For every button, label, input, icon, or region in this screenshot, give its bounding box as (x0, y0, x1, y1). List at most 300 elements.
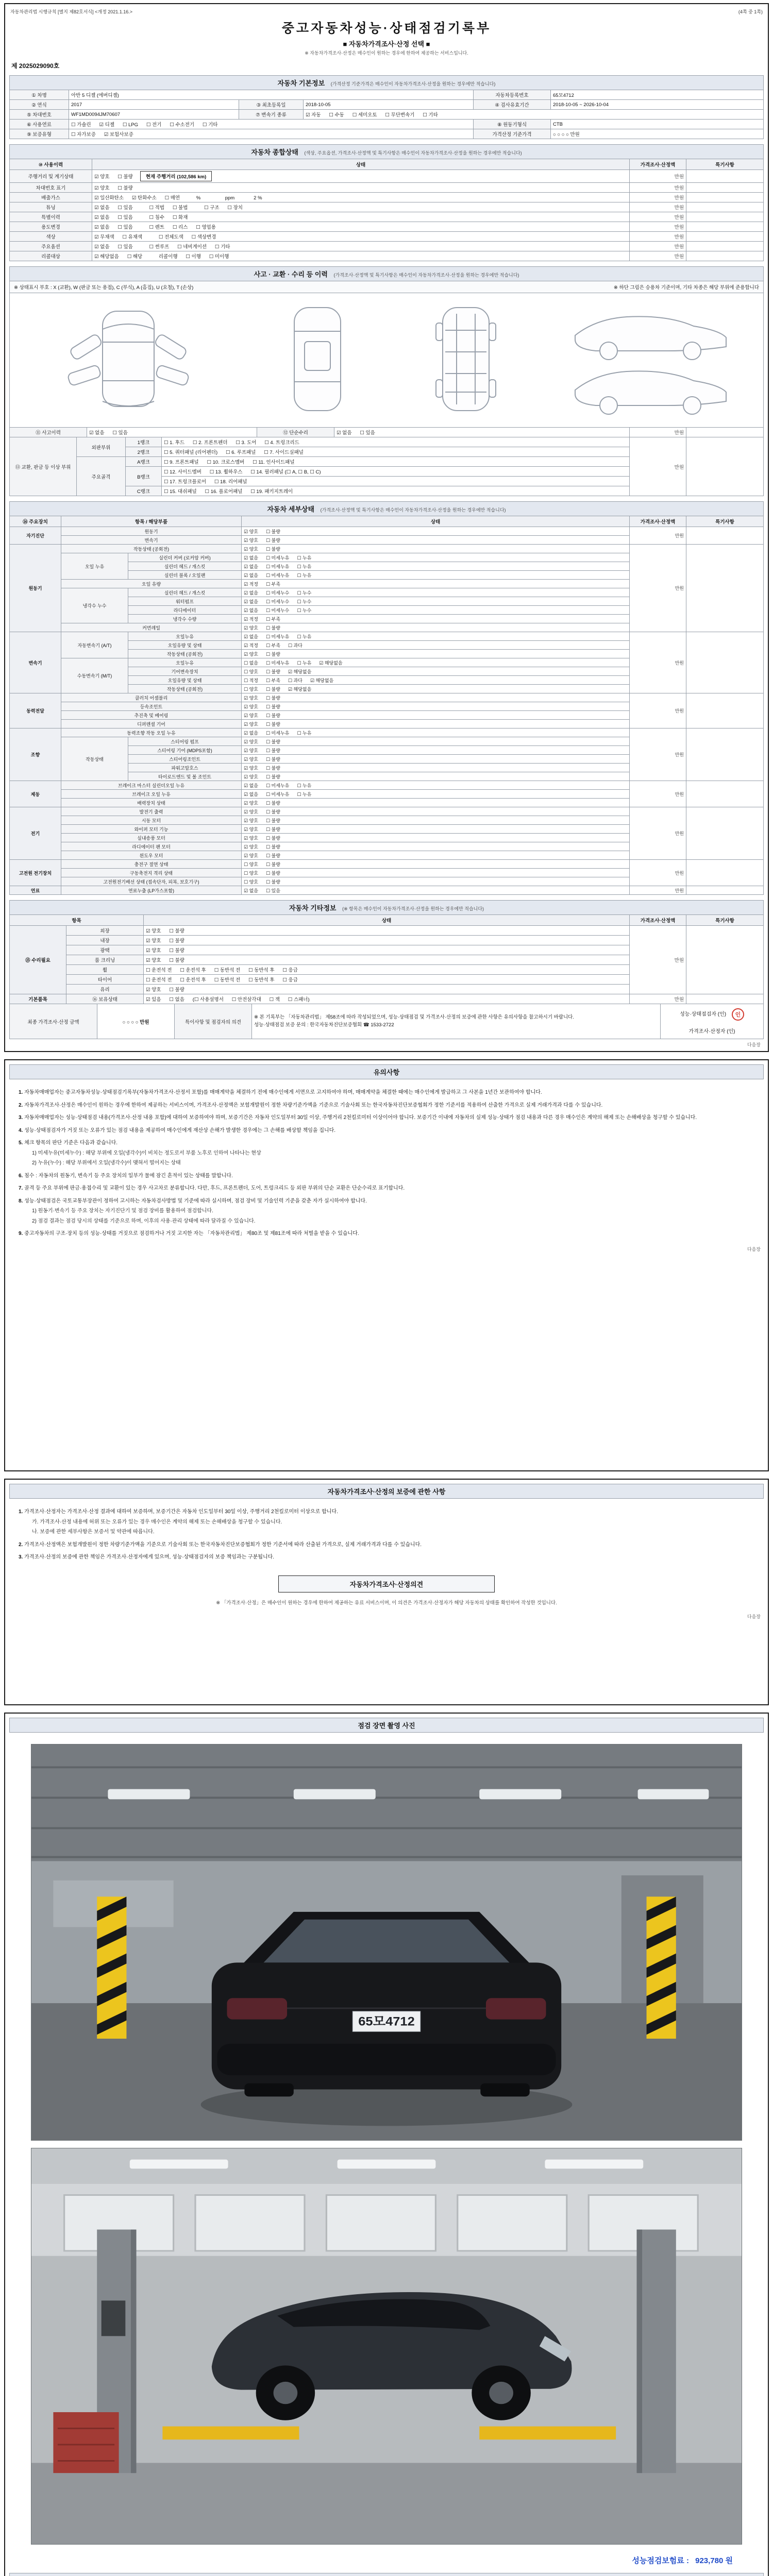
notice-list (9, 1079, 764, 1244)
device-group-label: 전기 (10, 807, 61, 860)
note-cell[interactable] (686, 886, 764, 895)
main-form-block (4, 3, 769, 1052)
year-label: ② 연식 (10, 100, 69, 110)
document-title: 중고자동차성능·상태점검기록부 (281, 21, 492, 36)
other-group-label: 기본품목 (10, 994, 66, 1004)
item-label: 커먼레일 (61, 623, 242, 632)
item-label: 냉각수 수량 (128, 615, 242, 623)
item-label: 실린더 헤드 / 개스킷 (128, 562, 242, 571)
state-checkboxes[interactable] (92, 170, 630, 183)
checkbox-group: ☑ 양호 ☐ 불량 (94, 185, 133, 191)
state-symbol-legend (9, 281, 764, 293)
comprehensive-row (10, 222, 764, 232)
notice-subitem: 나. 보증에 관한 세부사항은 보증서 및 약관에 따릅니다. (32, 1529, 155, 1535)
checkbox-group: ☑ 없음 ☐ 있음 ☐ 침수 ☐ 화재 (94, 215, 188, 221)
detail-row (10, 545, 764, 553)
notice-item (19, 1507, 754, 1517)
inspection-fee-label: 성능점검보험료 : (632, 2556, 689, 2565)
usage-item-label: 튜닝 (10, 202, 92, 212)
rank1-items[interactable]: ☐ 1. 후드 ☐ 2. 프론트펜더 ☐ 3. 도어 ☐ 4. 트렁크리드 (162, 437, 630, 447)
detail-header-item: 항목 / 해당부품 (61, 516, 242, 527)
note-cell[interactable] (686, 232, 764, 242)
note-cell[interactable] (686, 860, 764, 886)
car-diagram-sides (562, 298, 737, 422)
state-checkboxes[interactable]: ☑ 양호 ☐ 불량 (144, 955, 630, 965)
state-checkboxes[interactable]: ☐ 양호 ☐ 불량 (242, 877, 630, 886)
comprehensive-header-state: 상태 (92, 159, 630, 170)
notice-item (19, 1229, 754, 1239)
base-price-value[interactable]: ○ ○ ○ ○ 만원 (551, 129, 764, 139)
rankC-label: C랭크 (126, 486, 162, 496)
opinion-line-1: ※ 본 기록부는 「자동차관리법」 제58조에 따라 작성되었으며, 성능·상태점검 및 가격조사·산정의 보증에 관한 사항은 유의사항을 참고하시기 바랍니다. (254, 1014, 574, 1021)
state-checkboxes[interactable]: ☑ 양호 ☐ 불량 (242, 772, 630, 781)
price-cell[interactable]: 만원 (630, 545, 686, 632)
price-cell[interactable]: 만원 (630, 183, 686, 193)
state-checkboxes[interactable]: ☑ 양호 ☐ 불량 (242, 799, 630, 807)
vin-label: ⑤ 차대번호 (10, 110, 69, 120)
state-checkboxes[interactable]: ☑ 양호 ☐ 불량 (242, 825, 630, 834)
price-cell[interactable]: 만원 (630, 781, 686, 807)
state-checkboxes[interactable]: ☑ 양호 ☐ 불량 (242, 545, 630, 553)
section-comprehensive-title: 자동차 종합상태 (251, 148, 298, 156)
note-cell[interactable] (686, 170, 764, 183)
notice-subitem: 2) 누유(누수) : 해당 부위에서 오일(냉각수)이 맺혀서 떨어지는 상태 (32, 1160, 181, 1166)
state-checkboxes[interactable]: ☑ 양호 ☐ 불량 (242, 711, 630, 720)
state-checkboxes[interactable]: ☑ 양호 ☐ 불량 (242, 702, 630, 711)
price-cell[interactable]: 만원 (630, 860, 686, 886)
exchange-note-cell[interactable] (686, 437, 764, 496)
note-cell[interactable] (686, 527, 764, 545)
top-notes (9, 7, 764, 15)
price-cell[interactable]: 만원 (630, 242, 686, 251)
state-checkboxes[interactable]: ☑ 양호 ☐ 불량 (242, 746, 630, 755)
document-subnote: ※ 자동차가격조사·산정은 매수인이 원하는 경우에 한하여 제공하는 서비스입니다. (305, 50, 468, 56)
section-accident (9, 266, 764, 281)
other-group-label: ⑮ 수리필요 (10, 926, 66, 994)
note-cell[interactable] (686, 251, 764, 261)
price-cell[interactable]: 만원 (630, 728, 686, 781)
fuel-checkboxes[interactable]: ☐ 가솔린 ☑ 디젤 ☐ LPG ☐ 전기 ☐ 수소전기 ☐ 기타 (69, 120, 474, 129)
inspection-photo-rear (31, 1744, 742, 2141)
car-diagram-exploded (36, 298, 221, 422)
item-label: 스티어링 펌프 (128, 737, 242, 746)
price-cell[interactable]: 만원 (630, 994, 686, 1004)
item-label: 등속조인트 (61, 702, 242, 711)
document-number: 제 2025029090호 (11, 62, 60, 70)
state-checkboxes[interactable] (92, 183, 630, 193)
checkbox-group: ☑ 해당없음 ☐ 해당 리콜이행 ☐ 이행 ☐ 미이행 (94, 254, 229, 260)
state-checkboxes[interactable]: ☑ 없음 ☐ 미세누유 ☐ 누유 (242, 790, 630, 799)
price-cell[interactable]: 만원 (630, 170, 686, 183)
note-cell[interactable] (686, 193, 764, 202)
photos-wrap (9, 1733, 764, 2549)
item-mid-label: 자동변속기 (A/T) (61, 632, 128, 658)
section-accident-title: 사고 · 교환 · 수리 등 이력 (254, 270, 328, 278)
price-cell[interactable]: 만원 (630, 232, 686, 242)
comprehensive-table (9, 159, 764, 261)
comprehensive-row (10, 193, 764, 202)
price-cell[interactable]: 만원 (630, 212, 686, 222)
item-label: 동력조향 작동 오일 누유 (61, 728, 242, 737)
notice-text: 중고자동차의 구조·장치 등의 성능·상태를 거짓으로 점검하거나 거짓 고지한 자는 「자동차관리법」 제80조 및 제81조에 따라 처벌을 받을 수 있습니다. (24, 1231, 359, 1236)
section-warranty-title: 자동차가격조사·산정의 보증에 관한 사항 (327, 1488, 446, 1496)
state-checkboxes[interactable]: ☑ 적정 ☐ 부족 ☐ 과다 (242, 641, 630, 650)
other-row (10, 926, 764, 936)
state-checkboxes[interactable]: ☑ 양호 ☐ 불량 (144, 936, 630, 945)
price-cell[interactable]: 만원 (630, 926, 686, 994)
inspection-fee-value: 923,780 원 (695, 2556, 733, 2565)
checkbox-group: ☑ 무채색 ☐ 유채색 ☐ 전체도색 ☐ 색상변경 (94, 234, 216, 240)
item-label: 작동상태 (공회전) (128, 685, 242, 693)
car-name-value[interactable]: 아반 5 디젤 (에버디젤) (69, 90, 474, 100)
engine-type-value[interactable]: CTB (551, 120, 764, 129)
section-other (9, 900, 764, 915)
state-checkboxes[interactable]: ☑ 양호 ☐ 불량 (242, 527, 630, 536)
state-checkboxes[interactable]: ☑ 적정 ☐ 부족 (242, 615, 630, 623)
car-damage-diagrams (9, 293, 764, 428)
odometer-box: 현재 주행거리 (102,586 km) (140, 171, 212, 181)
state-checkboxes[interactable]: ☐ 양호 ☐ 불량 ☑ 해당없음 (242, 667, 630, 676)
outer-panel-label: 외판부위 (77, 437, 126, 457)
state-checkboxes[interactable]: ☑ 없음 ☐ 미세누유 ☐ 누유 (242, 632, 630, 641)
item-label: 변속기 (61, 536, 242, 545)
item-label: 오일유량 및 상태 (128, 676, 242, 685)
other-row (10, 994, 764, 1004)
license-plate-text: 65모4712 (358, 2015, 415, 2029)
section-accident-note: (가격조사·산정액 및 특기사항은 매수인이 자동차가격조사·산정을 원하는 경우에만 적습니다) (333, 273, 519, 278)
price-cell[interactable]: 만원 (630, 632, 686, 693)
price-assessor-label: 가격조사·산정자 (인) (688, 1029, 735, 1035)
state-checkboxes[interactable]: ☑ 없음 ☐ 있음 (242, 886, 630, 895)
detail-body (10, 527, 764, 895)
reg-no-value[interactable]: 65모4712 (551, 90, 764, 100)
warranty-block (4, 1479, 769, 1705)
price-cell[interactable]: 만원 (630, 886, 686, 895)
section-detail-title: 자동차 세부상태 (267, 505, 315, 513)
exchange-price-cell[interactable]: 만원 (630, 437, 686, 496)
notice-item (19, 1126, 754, 1136)
state-checkboxes[interactable]: ☑ 양호 ☐ 불량 (242, 720, 630, 728)
rankB-items-1[interactable]: ☐ 12. 사이드멤버 ☐ 13. 휠하우스 ☐ 14. 필러패널 (☐ A, ☐ B, ☐ C) (162, 467, 630, 477)
item-label: 시동 모터 (61, 816, 242, 825)
usage-item-label: 리콜대상 (10, 251, 92, 261)
state-checkboxes[interactable]: ☑ 양호 ☐ 불량 (242, 755, 630, 764)
comprehensive-row (10, 183, 764, 193)
price-cell[interactable]: 만원 (630, 202, 686, 212)
state-checkboxes[interactable] (92, 193, 630, 202)
state-checkboxes[interactable]: ☑ 있음 ☐ 없음 (☐ 사용설명서 ☐ 안전삼각대 ☐ 잭 ☐ 스패너) (144, 994, 630, 1004)
state-checkboxes[interactable] (92, 242, 630, 251)
comprehensive-header-price: 가격조사·산정액 (630, 159, 686, 170)
photos-block (4, 1713, 769, 2576)
checkbox-group: ☑ 없음 ☐ 있음 ☐ 렌트 ☐ 리스 ☐ 영업용 (94, 225, 216, 230)
section-notices-title: 유의사항 (373, 1069, 400, 1076)
notice-subitem: 가. 가격조사·산정 내용에 허위 또는 오류가 있는 경우 매수인은 계약의 해제 또는 손해배상을 청구할 수 있습니다. (32, 1519, 282, 1525)
state-checkboxes[interactable]: ☐ 양호 ☐ 불량 (242, 860, 630, 869)
section-comprehensive (9, 144, 764, 159)
state-checkboxes[interactable] (92, 251, 630, 261)
note-cell[interactable] (686, 807, 764, 860)
detail-row (10, 527, 764, 536)
state-checkboxes[interactable]: ☑ 양호 ☐ 불량 (242, 693, 630, 702)
state-extra-blanks: % ppm 2 % (180, 195, 262, 201)
item-label: 와이퍼 모터 기능 (61, 825, 242, 834)
item-label: 오일누유 (128, 658, 242, 667)
other-header-note: 특기사항 (686, 915, 764, 926)
usage-item-label: 차대번호 표기 (10, 183, 92, 193)
notice-text: 성능·상태점검자가 거짓 또는 오류가 있는 점검 내용을 제공하여 매수인에게 재산상 손해가 발생한 경우에는 그 손해를 배상할 책임을 집니다. (24, 1127, 336, 1133)
item-label: 발전기 출력 (61, 807, 242, 816)
state-checkboxes[interactable]: ☑ 없음 ☐ 미세누유 ☐ 누유 (242, 553, 630, 562)
state-checkboxes[interactable]: ☑ 양호 ☐ 불량 (144, 985, 630, 994)
state-checkboxes[interactable]: ☑ 없음 ☐ 미세누수 ☐ 누수 (242, 606, 630, 615)
item-label: 유리 (66, 985, 144, 994)
other-header-price: 가격조사·산정액 (630, 915, 686, 926)
notice-number: 5. (19, 1140, 25, 1146)
state-checkboxes[interactable]: ☐ 양호 ☐ 불량 ☑ 해당없음 (242, 685, 630, 693)
item-label: ⑯ 보유상태 (66, 994, 144, 1004)
transmission-checkboxes[interactable]: ☑ 자동 ☐ 수동 ☐ 세미오토 ☐ 무단변속기 ☐ 기타 (304, 110, 764, 120)
notice-subitem: 1) 원동기·변속기 등 주요 장치는 자기진단기 및 점검 장비를 활용하여 점검합니다. (32, 1208, 213, 1214)
rankC-items[interactable]: ☐ 15. 대쉬패널 ☐ 16. 플로어패널 ☐ 19. 패키지트레이 (162, 486, 630, 496)
state-checkboxes[interactable]: ☑ 양호 ☐ 불량 (242, 623, 630, 632)
state-checkboxes[interactable] (92, 202, 630, 212)
state-checkboxes[interactable]: ☑ 양호 ☐ 불량 (242, 807, 630, 816)
note-cell[interactable] (686, 994, 764, 1004)
inspection-value[interactable]: 2018-10-05 ~ 2026-10-04 (551, 100, 764, 110)
note-cell[interactable] (686, 926, 764, 994)
state-checkboxes[interactable]: ☑ 양호 ☐ 불량 (144, 945, 630, 955)
transmission-label: ⑦ 변속기 종류 (239, 110, 304, 120)
state-checkboxes[interactable]: ☑ 없음 ☐ 미세누수 ☐ 누수 (242, 588, 630, 597)
device-group-label: 자기진단 (10, 527, 61, 545)
inspector-opinion-label: 특이사항 및 점검자의 의견 (175, 1004, 252, 1039)
notices-block (4, 1059, 769, 1471)
state-checkboxes[interactable]: ☑ 없음 ☐ 미세누유 ☐ 누유 (242, 728, 630, 737)
price-cell[interactable]: 만원 (630, 693, 686, 728)
other-header-item: 항목 (10, 915, 144, 926)
notice-text: 자동차매매업자는 중고자동차성능·상태점검기록부(자동차가격조사·산정서 포함)를 매매계약을 체결하기 전에 매수인에게 서면으로 고지하여야 하며, 매매계약을 체결한 때에는 매수인에게 발급하고 그 사본을 1년간 보관하여야 합니다. (24, 1090, 542, 1095)
comprehensive-row (10, 232, 764, 242)
comprehensive-row (10, 251, 764, 261)
simple-repair-state[interactable]: ☑ 없음 ☐ 있음 (334, 428, 630, 437)
state-checkboxes[interactable]: ☐ 없음 ☐ 미세누유 ☐ 누유 ☑ 해당없음 (242, 658, 630, 667)
device-group-label: 변속기 (10, 632, 61, 693)
note-cell[interactable] (686, 183, 764, 193)
note-cell[interactable] (686, 212, 764, 222)
state-checkboxes[interactable]: ☐ 적정 ☐ 부족 ☐ 과다 ☑ 해당없음 (242, 676, 630, 685)
price-cell[interactable]: 만원 (630, 222, 686, 232)
inspection-fee-line (9, 2549, 764, 2568)
legend-note: ※ 하단 그림은 승용차 기준이며, 기타 차종은 해당 부위에 준용합니다 (613, 285, 759, 291)
page-note: (4쪽 중 1쪽) (738, 9, 763, 14)
note-cell[interactable] (686, 202, 764, 212)
notice-item (19, 1172, 754, 1181)
notice-subitem: 1) 미세누유(미세누수) : 해당 부위에 오일(냉각수)이 비치는 정도로서 부품 노후로 인하여 나타나는 현상 (32, 1150, 261, 1156)
notice-text: 자동차가격조사·산정은 매수인이 원하는 경우에 한하여 제공하는 서비스이며, 가격조사·산정액은 보험개발원이 정한 차량기준가액을 기준으로 기술사회 또는 한국자동차진단보증협회가 정한 기준서를 적용하여 산출한 가격으로 실제 거래가격과 다를 수 있습니다. (24, 1102, 603, 1108)
usage-item-label: 색상 (10, 232, 92, 242)
state-checkboxes[interactable]: ☑ 양호 ☐ 불량 (242, 834, 630, 842)
price-cell[interactable]: 만원 (630, 807, 686, 860)
notice-text: 침수 : 자동차의 원동기, 변속기 등 주요 장치의 일부가 물에 잠긴 흔적이 있는 상태를 말합니다. (24, 1173, 233, 1179)
final-price-value[interactable]: ○ ○ ○ ○ 만원 (97, 1004, 175, 1039)
item-label: 추진축 및 베어링 (61, 711, 242, 720)
section-detail (9, 501, 764, 516)
rankB-items-2[interactable]: ☐ 17. 트렁크플로어 ☐ 18. 리어패널 (162, 477, 630, 486)
comprehensive-header-usage: ⑩ 사용이력 (10, 159, 92, 170)
state-checkboxes[interactable]: ☑ 적정 ☐ 부족 (242, 580, 630, 588)
section-comprehensive-note: (색상, 주요옵션, 가격조사·산정액 및 특기사항은 매수인이 자동차가격조사·산정을 원하는 경우에만 적습니다) (304, 150, 522, 156)
section-warranty (9, 1484, 764, 1499)
notice-text: 체크 항목의 판단 기준은 다음과 같습니다. (24, 1140, 118, 1146)
inspection-label: ④ 검사유효기간 (474, 100, 551, 110)
notice-item (19, 1553, 754, 1562)
accident-note-cell[interactable] (686, 428, 764, 437)
state-checkboxes[interactable] (92, 222, 630, 232)
item-label: 룸 크리닝 (66, 955, 144, 965)
item-label: 고전원전기배선 상태 (접속단자, 피복, 보호기구) (61, 877, 242, 886)
device-group-label: 제동 (10, 781, 61, 807)
state-checkboxes[interactable]: ☐ 운전석 전 ☐ 운전석 후 ☐ 동반석 전 ☐ 동반석 후 ☐ 응급 (144, 965, 630, 975)
price-assessment-opinion-box: 자동차가격조사·산정의견 (278, 1575, 495, 1592)
item-label: 실내송풍 모터 (61, 834, 242, 842)
section-detail-note: (가격조사·산정액 및 특기사항은 매수인이 자동차가격조사·산정을 원하는 경우에만 적습니다) (320, 507, 506, 513)
notice-subitem: 2) 점검 결과는 점검 당시의 상태를 기준으로 하며, 이후의 사용·관리 상태에 따라 달라질 수 있습니다. (32, 1218, 256, 1224)
note-cell[interactable] (686, 728, 764, 781)
state-checkboxes[interactable] (92, 212, 630, 222)
item-label: 클러치 어셈블리 (61, 693, 242, 702)
performance-inspector-signer[interactable] (663, 1005, 761, 1024)
final-price-table (9, 1004, 764, 1039)
item-label: 오일 유량 (61, 580, 242, 588)
next-page-label-2: 다음장 (747, 1246, 761, 1252)
item-label: 광택 (66, 945, 144, 955)
accident-history-state[interactable]: ☑ 없음 ☐ 있음 (87, 428, 257, 437)
rankA-items[interactable]: ☐ 9. 프론트패널 ☐ 10. 크로스멤버 ☐ 11. 인사이드패널 (162, 457, 630, 467)
item-label: 윈도우 모터 (61, 851, 242, 860)
state-checkboxes[interactable]: ☑ 없음 ☐ 미세누유 ☐ 누유 (242, 562, 630, 571)
rankB-label: B랭크 (126, 467, 162, 486)
first-reg-value[interactable]: 2018-10-05 (304, 100, 474, 110)
item-label: 스티어링 기어 (MDPS포함) (128, 746, 242, 755)
engine-type-label: ⑧ 원동기형식 (474, 120, 551, 129)
item-label: 브레이크 오일 누유 (61, 790, 242, 799)
item-label: 오일유량 및 상태 (128, 641, 242, 650)
state-checkboxes[interactable]: ☑ 양호 ☐ 불량 (242, 764, 630, 772)
item-label: 워터펌프 (128, 597, 242, 606)
accident-price-cell[interactable]: 만원 (630, 428, 686, 437)
state-checkboxes[interactable]: ☑ 양호 ☐ 불량 (242, 816, 630, 825)
item-label: 디퍼렌셜 기어 (61, 720, 242, 728)
state-checkboxes[interactable]: ☑ 양호 ☐ 불량 (242, 842, 630, 851)
detail-row (10, 781, 764, 790)
state-checkboxes[interactable]: ☑ 양호 ☐ 불량 (242, 737, 630, 746)
item-label: 파워고압호스 (128, 764, 242, 772)
price-cell[interactable]: 만원 (630, 251, 686, 261)
detail-row (10, 886, 764, 895)
state-checkboxes[interactable]: ☑ 양호 ☐ 불량 (242, 650, 630, 658)
device-group-label: 연료 (10, 886, 61, 895)
state-checkboxes[interactable]: ☑ 없음 ☐ 미세누유 ☐ 누유 (242, 571, 630, 580)
state-checkboxes[interactable] (92, 232, 630, 242)
vin-value[interactable]: WF1MD0094JM70607 (69, 110, 239, 120)
notice-text: 골격 등 주요 부위에 판금·용접수리 및 교환이 있는 경우 사고차로 분류합니다. 다만, 후드, 프론트펜더, 도어, 트렁크리드 등 외판 부위의 단순 교환은 단순수리로 표기합니다. (24, 1185, 405, 1191)
detail-header-note: 특기사항 (686, 516, 764, 527)
comprehensive-row (10, 202, 764, 212)
frame-label: 주요골격 (77, 457, 126, 496)
year-value[interactable]: 2017 (69, 100, 239, 110)
item-label: 연료누출 (LP가스포함) (61, 886, 242, 895)
note-cell[interactable] (686, 242, 764, 251)
other-header-state: 상태 (144, 915, 630, 926)
note-cell[interactable] (686, 632, 764, 693)
warranty-type-checkboxes[interactable]: ☐ 자가보증 ☑ 보험사보증 (69, 129, 474, 139)
note-cell[interactable] (686, 693, 764, 728)
price-cell[interactable]: 만원 (630, 527, 686, 545)
notice-number: 3. (19, 1554, 25, 1560)
item-label: 외장 (66, 926, 144, 936)
exchange-label: ⑬ 교환, 판금 등 이상 부위 (10, 437, 77, 496)
device-group-label: 조향 (10, 728, 61, 781)
state-checkboxes[interactable]: ☐ 양호 ☐ 불량 (242, 869, 630, 877)
item-label: 작동상태 (공회전) (128, 650, 242, 658)
checkbox-group: ☑ 없음 ☐ 있음 ☐ 적법 ☐ 불법 ☐ 구조 ☐ 장치 (94, 205, 243, 211)
item-mid-label: 냉각수 누수 (61, 588, 128, 623)
price-cell[interactable]: 만원 (630, 193, 686, 202)
state-checkboxes[interactable]: ☑ 양호 ☐ 불량 (242, 536, 630, 545)
notice-text: 성능·상태점검은 국토교통부장관이 정하여 고시하는 자동차검사방법 및 기준에 따라 실시하며, 점검 장비 및 기술인력 기준을 갖춘 자가 실시하여야 합니다. (24, 1198, 367, 1204)
notice-number: 7. (19, 1185, 25, 1191)
car-name-label: ① 차명 (10, 90, 69, 100)
state-checkboxes[interactable]: ☐ 운전석 전 ☐ 운전석 후 ☐ 동반석 전 ☐ 동반석 후 ☐ 응급 (144, 975, 630, 985)
checkbox-group: ☑ 양호 ☐ 불량 (94, 174, 133, 180)
notice-number: 1. (19, 1509, 25, 1515)
first-reg-label: ③ 최초등록일 (239, 100, 304, 110)
rank1-label: 1랭크 (126, 437, 162, 447)
section-signature (9, 2573, 764, 2576)
inspector-stamp-icon: 인 (732, 1008, 744, 1021)
device-group-label: 고전원 전기장치 (10, 860, 61, 886)
section-basic-note: (가격산정 기준가격은 매수인이 자동차가격조사·산정을 원하는 경우에만 적습니다) (330, 81, 496, 87)
state-checkboxes[interactable]: ☑ 없음 ☐ 미세누유 ☐ 누유 (242, 781, 630, 790)
item-mid-label: 작동상태 (61, 737, 128, 781)
notice-text: 가격조사·산정의 보증에 관한 책임은 가격조사·산정자에게 있으며, 성능·상태점검자의 보증 책임과는 구분됩니다. (24, 1554, 275, 1560)
item-label: 배력장치 상태 (61, 799, 242, 807)
item-label: 실린더 헤드 / 개스킷 (128, 588, 242, 597)
section-basic-title: 자동차 기본정보 (277, 79, 325, 87)
final-price-label: 최종 가격조사·산정 금액 (10, 1004, 97, 1039)
state-checkboxes[interactable]: ☑ 없음 ☐ 미세누수 ☐ 누수 (242, 597, 630, 606)
note-cell[interactable] (686, 222, 764, 232)
item-label: 작동상태 (공회전) (61, 545, 242, 553)
price-assessor-signer[interactable] (663, 1024, 761, 1038)
notice-text: 자동차매매업자는 성능·상태점검 내용(가격조사·산정 내용 포함)에 대하여 보증하여야 하며, 보증기간은 자동차 인도일부터 30일 이상, 주행거리 2천킬로미터 이상이어야 합니다. 보증기간 이내에 자동차의 실제 성능·상태가 점검 내용과 다른 경우 매수인은 계약의 해제 또는 손해배상을 청구할 수 있습니다. (24, 1115, 697, 1121)
usage-item-label: 주행거리 및 계기상태 (10, 170, 92, 183)
note-cell[interactable] (686, 781, 764, 807)
item-label: 브레이크 마스터 실린더오일 누유 (61, 781, 242, 790)
notice-item (19, 1197, 754, 1206)
state-checkboxes[interactable]: ☑ 양호 ☐ 불량 (242, 851, 630, 860)
opinion-line-2: 성능·상태점검 보증 문의 : 한국자동차진단보증협회 ☎ 1533-2722 (254, 1022, 394, 1028)
item-label: 충전구 절연 상태 (61, 860, 242, 869)
detail-row (10, 693, 764, 702)
state-checkboxes[interactable]: ☑ 양호 ☐ 불량 (144, 926, 630, 936)
note-cell[interactable] (686, 545, 764, 632)
other-body (10, 926, 764, 1004)
legend-text: ※ 상태표시 부호 : X (교환), W (판금 또는 용접), C (부식), A (흠집), U (요철), T (손상) (14, 285, 194, 291)
price-assessment-note: ※ 「가격조사·산정」은 매수인이 원하는 경우에 한하여 제공하는 유료 서비스이며, 이 의견은 가격조사·산정자가 해당 자동차의 상태를 확인하여 작성한 것입니다. (216, 1600, 557, 1606)
rank2-items[interactable]: ☐ 5. 쿼터패널 (리어펜더) ☐ 6. 루프패널 ☐ 7. 사이드실패널 (162, 447, 630, 457)
